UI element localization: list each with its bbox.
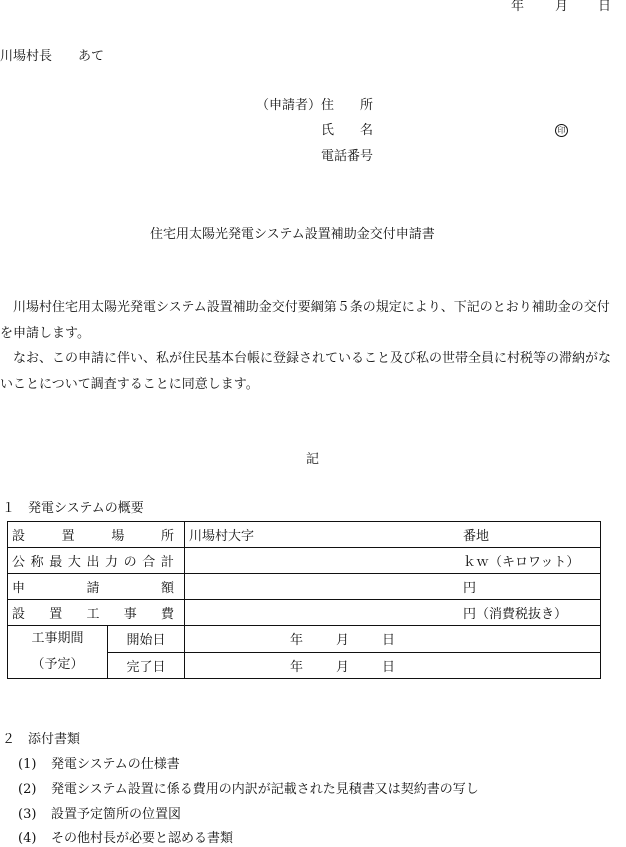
label-cell <box>8 600 185 626</box>
date-month-label: 月 <box>555 0 569 14</box>
period-label: 工事期間 <box>31 631 84 646</box>
end-date-label: 完了日 <box>108 652 185 679</box>
body-paragraph-1: 川場村住宅用太陽光発電システム設置補助金交付要綱第５条の規定により、下記のとおり補助金の交付を申請します。 <box>0 300 610 341</box>
rated-output-field[interactable] <box>185 548 601 574</box>
construction-cost-field[interactable] <box>185 600 601 626</box>
start-month-label: 月 <box>336 633 350 649</box>
start-day-label: 日 <box>382 633 396 649</box>
label-cell <box>8 574 185 600</box>
end-date-field[interactable] <box>185 652 601 679</box>
period-sub-label: （予定） <box>31 657 84 672</box>
label-rated-output: 公 称 最 大 出 力 の 合 計 <box>12 555 174 570</box>
ki-heading: 記 <box>306 452 320 467</box>
label-application-amount: 申 請 額 <box>12 581 174 596</box>
attachment-number: (3) <box>18 807 37 822</box>
system-summary-table <box>7 521 601 679</box>
label-construction-cost: 設 置 工 事 費 <box>12 607 174 622</box>
section1-heading: １ 発電システムの概要 <box>2 501 144 516</box>
date-year-label: 年 <box>511 0 525 14</box>
document-title: 住宅用太陽光発電システム設置補助金交付申請書 <box>150 227 435 242</box>
seal-mark: 印 <box>555 124 568 137</box>
install-location-field[interactable] <box>185 522 601 548</box>
attachment-text: 発電システム設置に係る費用の内訳が記載された見積書又は契約書の写し <box>51 782 479 797</box>
label-cell <box>8 548 185 574</box>
attachment-number: (4) <box>18 831 37 846</box>
attachment-item <box>18 783 479 796</box>
attachment-item <box>18 808 181 821</box>
location-unit: 番地 <box>463 529 490 544</box>
output-unit: ｋｗ（キロワット） <box>463 555 580 570</box>
table-row <box>8 548 601 574</box>
addressee: 川場村長 あて <box>0 49 105 64</box>
label-install-location: 設 置 場 所 <box>12 529 174 544</box>
start-year-label: 年 <box>290 633 304 649</box>
section2-heading: ２ 添付書類 <box>2 732 81 747</box>
amount-unit: 円 <box>463 581 477 596</box>
end-year-label: 年 <box>290 659 304 675</box>
address-label: 住 所 <box>321 98 374 113</box>
attachment-text: 発電システムの仕様書 <box>51 757 180 772</box>
attachment-number: (2) <box>18 782 37 797</box>
start-date-label: 開始日 <box>108 626 185 653</box>
table-row <box>8 626 601 653</box>
attachment-item <box>18 832 233 845</box>
attachment-text: 設置予定箇所の位置図 <box>51 807 182 822</box>
attachment-number: (1) <box>18 757 37 772</box>
start-date-field[interactable] <box>185 626 601 653</box>
attachment-text: その他村長が必要と認める書類 <box>51 831 234 846</box>
end-month-label: 月 <box>336 659 350 675</box>
period-label-cell <box>8 626 108 679</box>
date-day-label: 日 <box>598 0 612 14</box>
applicant-role-label: （申請者） <box>256 98 322 113</box>
name-label: 氏 名 <box>321 123 374 138</box>
table-row <box>8 522 601 548</box>
cost-unit: 円（消費税抜き） <box>463 607 568 622</box>
location-prefix: 川場村大字 <box>189 529 255 544</box>
table-row <box>8 574 601 600</box>
attachment-item <box>18 758 180 771</box>
end-day-label: 日 <box>382 659 396 675</box>
body-paragraph-2: なお、この申請に伴い、私が住民基本台帳に登録されていること及び私の世帯全員に村税等の滞納がないことについて調査することに同意します。 <box>0 351 612 392</box>
phone-label: 電話番号 <box>321 149 374 164</box>
table-row <box>8 600 601 626</box>
label-cell <box>8 522 185 548</box>
application-amount-field[interactable] <box>185 574 601 600</box>
